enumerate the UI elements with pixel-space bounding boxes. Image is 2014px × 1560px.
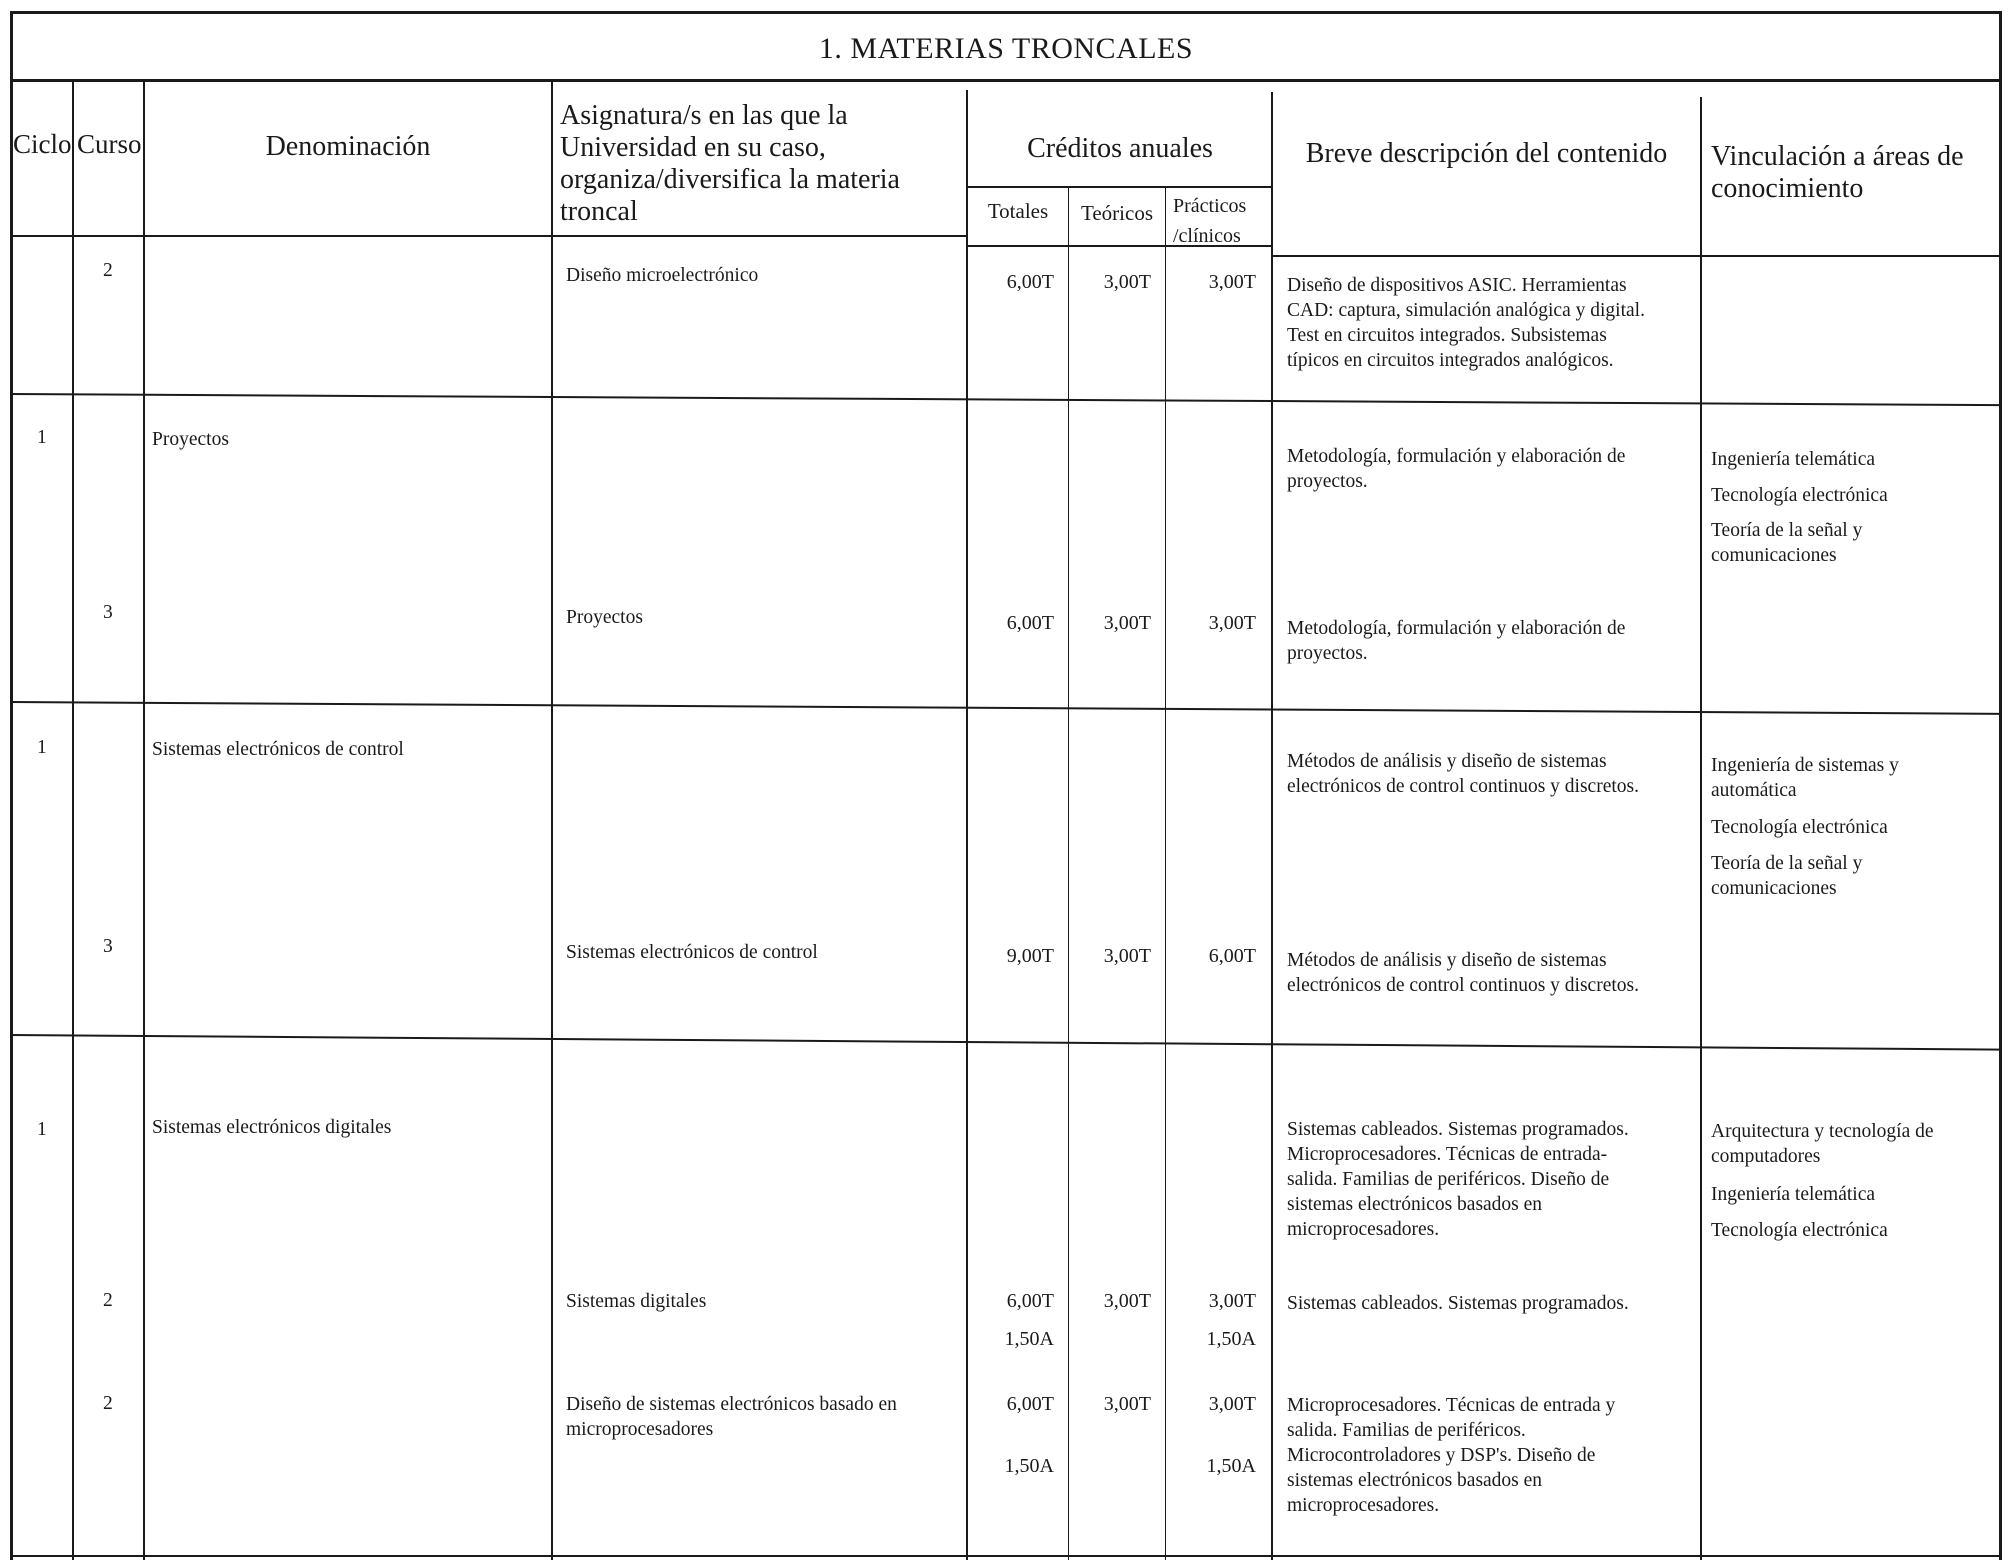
block-separator-3 (10, 1034, 2002, 1051)
creditos-totales-secondary: 1,50A (1004, 1455, 1054, 1477)
table-bottom (10, 1555, 2002, 1557)
creditos-subheader-line (966, 186, 1272, 188)
area-conocimiento: Ingeniería telemática (1711, 1184, 1876, 1205)
creditos-teoricos: 3,00T (1103, 271, 1151, 293)
frame-top (10, 11, 2002, 14)
creditos-totales: 6,00T (1006, 1393, 1054, 1415)
curso-value: 3 (103, 602, 113, 623)
curso-value: 2 (103, 260, 113, 281)
asignatura-name: Sistemas electrónicos de control (566, 942, 818, 963)
curso-value: 2 (103, 1393, 113, 1414)
header-bottom-left (10, 235, 968, 237)
header-creditos-anuales: Créditos anuales (1027, 133, 1213, 164)
area-conocimiento: Ingeniería telemática (1711, 449, 1876, 470)
header-bottom-right (1271, 255, 2002, 257)
creditos-teoricos: 3,00T (1103, 612, 1151, 634)
frame-right (1999, 11, 2002, 1560)
creditos-teoricos: 3,00T (1103, 945, 1151, 967)
creditos-totales: 6,00T (1006, 1290, 1054, 1312)
area-conocimiento: Tecnología electrónica (1711, 1220, 1888, 1241)
descripcion-text: Diseño de dispositivos ASIC. Herramientas CAD: captura, simulación analógica y digital. Test en circuitos integrados. Subsistemas típicos en circuitos integrados analógicos. (1287, 275, 1645, 371)
descripcion-text: Sistemas cableados. Sistemas programados. (1287, 1293, 1629, 1314)
header-descripcion: Breve descripción del contenido (1305, 138, 1668, 169)
descripcion-text: Microprocesadores. Técnicas de entrada y salida. Familias de periféricos. Microcontroladores y DSP's. Diseño de sistemas electrónicos basados en microprocesadores. (1287, 1395, 1616, 1516)
header-practicos: Prácticos /clínicos (1173, 195, 1247, 247)
area-conocimiento: Tecnología electrónica (1711, 485, 1888, 506)
descripcion-text: Metodología, formulación y elaboración de proyectos. (1287, 446, 1626, 492)
header-asignaturas: Asignatura/s en las que la Universidad en su caso, organiza/diversifica la materia troncal (560, 100, 900, 227)
creditos-practicos-secondary: 1,50A (1206, 1455, 1256, 1477)
creditos-totales-secondary: 1,50A (1004, 1328, 1054, 1350)
area-conocimiento: Tecnología electrónica (1711, 817, 1888, 838)
asignatura-name: Diseño microelectrónico (566, 265, 759, 286)
creditos-totales: 6,00T (1006, 612, 1054, 634)
header-curso: Curso (77, 129, 142, 159)
ciclo-value: 1 (37, 1119, 47, 1140)
denominacion-name: Sistemas electrónicos de control (152, 739, 404, 760)
descripcion-text: Métodos de análisis y diseño de sistemas electrónicos de control continuos y discretos. (1287, 751, 1639, 797)
divider-creditos-descripcion (1271, 92, 1273, 1560)
creditos-practicos-secondary: 1,50A (1206, 1328, 1256, 1350)
area-conocimiento: Teoría de la señal y comunicaciones (1711, 520, 1863, 566)
denominacion-name: Sistemas electrónicos digitales (152, 1117, 392, 1138)
header-denominacion: Denominación (265, 131, 431, 162)
divider-curso-denominacion (143, 80, 145, 1560)
ciclo-value: 1 (37, 427, 47, 448)
asignatura-name: Sistemas digitales (566, 1291, 707, 1312)
table-title: 1. MATERIAS TRONCALES (818, 32, 1194, 65)
descripcion-text: Sistemas cableados. Sistemas programados. Microprocesadores. Técnicas de entrada- salida. Familias de periféricos. Diseño de sistemas electrónicos basados en microprocesadores. (1287, 1119, 1629, 1240)
header-totales: Totales (987, 199, 1049, 223)
header-ciclo: Ciclo (13, 129, 72, 159)
area-conocimiento: Arquitectura y tecnología de computadores (1711, 1121, 1934, 1167)
denominacion-name: Proyectos (152, 429, 229, 450)
asignatura-name: Proyectos (566, 607, 643, 628)
creditos-practicos: 6,00T (1208, 945, 1256, 967)
ciclo-value: 1 (37, 737, 47, 758)
header-vinculacion: Vinculación a áreas de conocimiento (1711, 141, 1964, 204)
creditos-teoricos: 3,00T (1103, 1393, 1151, 1415)
creditos-totales: 6,00T (1006, 271, 1054, 293)
creditos-practicos: 3,00T (1208, 1393, 1256, 1415)
divider-ciclo-curso (72, 80, 74, 1560)
descripcion-text: Métodos de análisis y diseño de sistemas electrónicos de control continuos y discretos. (1287, 950, 1639, 996)
divider-denominacion-asignatura (551, 80, 553, 1560)
curso-value: 3 (103, 936, 113, 957)
creditos-teoricos: 3,00T (1103, 1290, 1151, 1312)
creditos-totales: 9,00T (1006, 945, 1054, 967)
header-teoricos: Teóricos (1080, 201, 1153, 225)
block-separator-1 (10, 393, 2002, 406)
asignatura-name: Diseño de sistemas electrónicos basado en microprocesadores (566, 1394, 897, 1440)
divider-totales-teoricos (1068, 187, 1069, 1560)
frame-left (10, 11, 13, 1560)
creditos-practicos: 3,00T (1208, 612, 1256, 634)
creditos-practicos: 3,00T (1208, 1290, 1256, 1312)
divider-teoricos-practicos (1165, 187, 1166, 1560)
block-separator-2 (10, 701, 2002, 715)
title-separator (10, 79, 2002, 82)
divider-descripcion-vinculacion (1700, 97, 1702, 1560)
descripcion-text: Metodología, formulación y elaboración de proyectos. (1287, 618, 1626, 664)
creditos-practicos: 3,00T (1208, 271, 1256, 293)
area-conocimiento: Ingeniería de sistemas y automática (1711, 755, 1899, 801)
area-conocimiento: Teoría de la señal y comunicaciones (1711, 853, 1863, 899)
curso-value: 2 (103, 1290, 113, 1311)
